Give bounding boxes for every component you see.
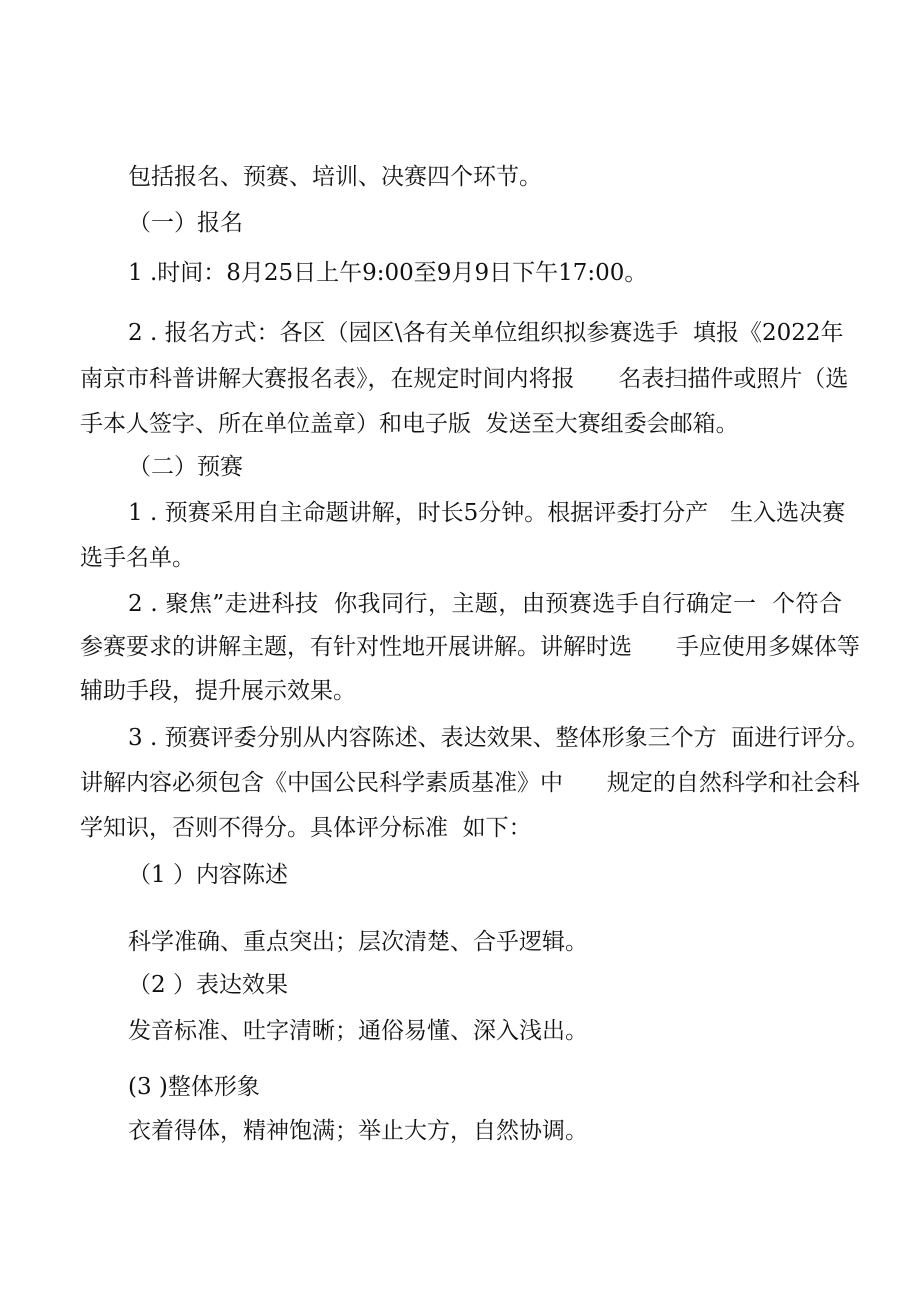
criterion-1-text: 科学准确、重点突出；层次清楚、合乎逻辑。 [128, 929, 588, 955]
section-1-item-2-line-2: 南京市科普讲解大赛报名表》，在规定时间内将报 名表扫描件或照片（选 [80, 366, 849, 392]
criterion-1-label: （1 ）内容陈述 [128, 862, 288, 888]
section-2-item-2-line-3: 辅助手段，提升展示效果。 [80, 678, 356, 704]
section-2-item-3-line-1: 3 . 预赛评委分别从内容陈述、表达效果、整体形象三个方 面进行评分。 [128, 725, 870, 751]
criterion-3-text: 衣着得体，精神饱满；举止大方，自然协调。 [128, 1118, 588, 1144]
section-1-item-2-line-3: 手本人签字、所在单位盖章）和电子版 发送至大赛组委会邮箱。 [80, 411, 739, 437]
section-2-item-1-line-2: 选手名单。 [80, 545, 195, 571]
section-1-item-2-line-1: 2 . 报名方式：各区（园区\各有关单位组织拟参赛选手 填报《2022年 [128, 320, 844, 346]
section-1-heading: （一）报名 [128, 210, 243, 236]
section-2-item-2-line-2: 参赛要求的讲解主题，有针对性地开展讲解。讲解时选 手应使用多媒体等 [80, 634, 860, 660]
section-2-item-1-line-1: 1 . 预赛采用自主命题讲解，时长5分钟。根据评委打分产 生入选决赛 [128, 500, 846, 526]
section-2-item-3-line-3: 学知识，否则不得分。具体评分标准 如下： [80, 815, 532, 841]
criterion-2-label: （2 ）表达效果 [128, 972, 288, 998]
section-1-item-1: 1 .时间：8月25日上午9:00至9月9日下午17:00。 [128, 260, 648, 286]
criterion-2-text: 发音标准、吐字清晰；通俗易懂、深入浅出。 [128, 1018, 588, 1044]
intro-line: 包括报名、预赛、培训、决赛四个环节。 [128, 164, 542, 190]
section-2-item-3-line-2: 讲解内容必须包含《中国公民科学素质基准》中 规定的自然科学和社会科 [80, 770, 860, 796]
section-2-heading: （二）预赛 [128, 454, 243, 480]
criterion-3-label: (3 )整体形象 [128, 1074, 260, 1100]
section-2-item-2-line-1: 2 . 聚焦”走进科技 你我同行，主题，由预赛选手自行确定一 个符合 [128, 591, 842, 617]
